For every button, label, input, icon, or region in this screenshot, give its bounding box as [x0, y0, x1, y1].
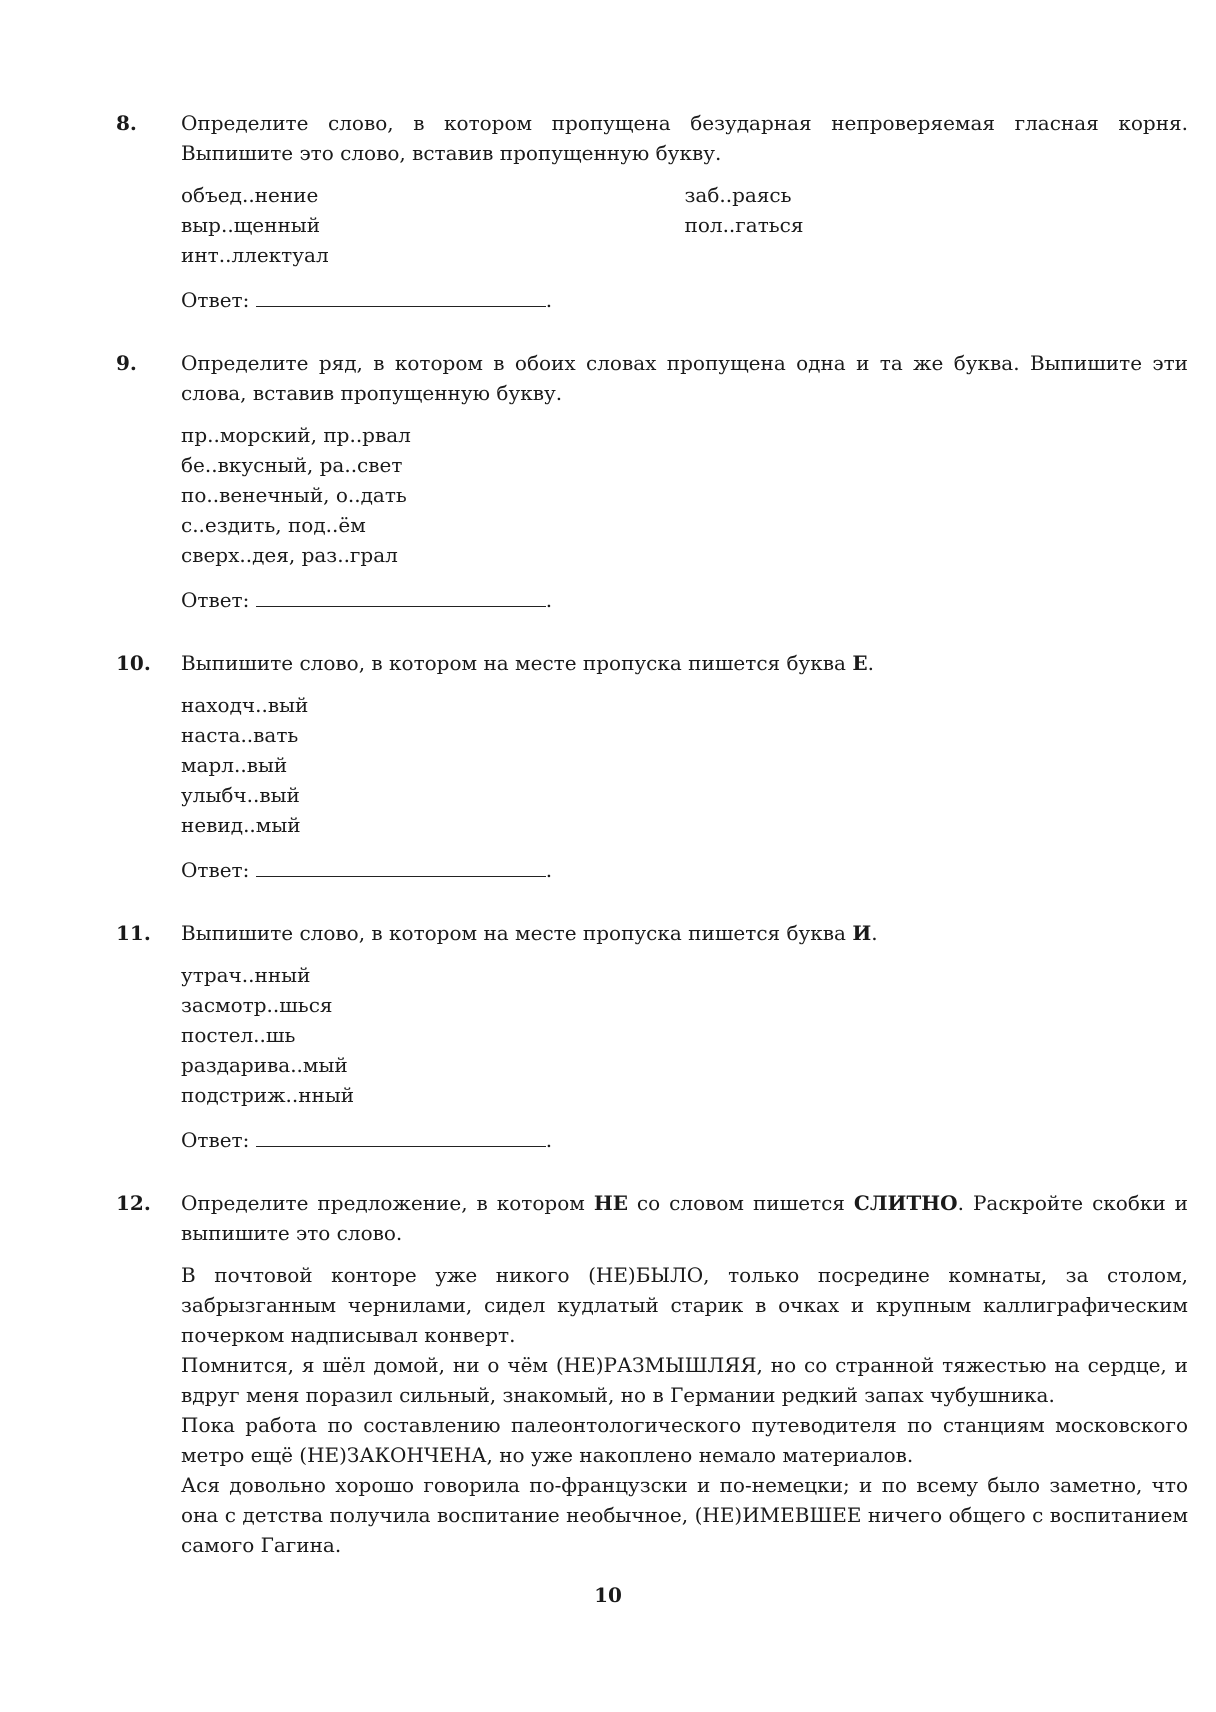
- answer-row: Ответ: .: [181, 1124, 1188, 1155]
- word-option: раздарива..мый: [181, 1053, 348, 1077]
- word-option: по..венечный, о..дать: [181, 483, 407, 507]
- sentence-option: Ася довольно хорошо говорила по-французски и по-немецки; и по всему было заметно, что она с детства получила воспитание необычное, (НЕ)ИМЕВШЕЕ ничего общего с воспитанием самого Гагина.: [181, 1473, 1188, 1557]
- word-option: пр..морский, пр..рвал: [181, 423, 411, 447]
- task-number: 12.: [116, 1191, 151, 1215]
- word-option: находч..вый: [181, 693, 309, 717]
- task-prompt: Определите слово, в котором пропущена безударная непроверяемая гласная корня. Выпишите это слово, вставив пропущенную букву.: [181, 111, 1188, 165]
- target-letter: Е: [852, 651, 868, 675]
- task-prompt: Выпишите слово, в котором на месте пропуска пишется буква Е.: [181, 651, 874, 675]
- task-12: [116, 1188, 1188, 1560]
- task-number: 10.: [116, 651, 151, 675]
- word-option: инт..ллектуал: [181, 243, 329, 267]
- task-number: 11.: [116, 921, 151, 945]
- task-prompt: Определите предложение, в котором НЕ со словом пишется СЛИТНО. Раскройте скобки и выпишите это слово.: [181, 1191, 1189, 1245]
- word-option: пол..гаться: [684, 213, 804, 237]
- word-option: засмотр..шься: [181, 993, 333, 1017]
- word-columns: [181, 180, 1188, 270]
- sentence-option: В почтовой конторе уже никого (НЕ)БЫЛО, только посредине комнаты, за столом, забрызганным чернилами, сидел кудлатый старик в очках и крупным каллиграфическим почерком надписывал конверт.: [181, 1263, 1188, 1347]
- word-option: заб..раясь: [684, 183, 792, 207]
- word-option: сверх..дея, раз..грал: [181, 543, 398, 567]
- word-list: [181, 960, 1188, 1110]
- sentence-list: [181, 1260, 1188, 1560]
- task-number: 8.: [116, 111, 137, 135]
- answer-label: Ответ:: [181, 588, 250, 612]
- task-number: 9.: [116, 351, 137, 375]
- word-option: выр..щенный: [181, 213, 321, 237]
- task-prompt: Определите ряд, в котором в обоих словах пропущена одна и та же буква. Выпишите эти слова, вставив пропущенную букву.: [181, 351, 1188, 405]
- target-letter: И: [852, 921, 872, 945]
- word-option: с..ездить, под..ём: [181, 513, 366, 537]
- sentence-option: Пока работа по составлению палеонтологического путеводителя по станциям московского метро ещё (НЕ)ЗАКОНЧЕНА, но уже накоплено немало материалов.: [181, 1413, 1188, 1467]
- answer-row: Ответ: .: [181, 854, 1188, 885]
- word-option: подстриж..нный: [181, 1083, 355, 1107]
- answer-label: Ответ:: [181, 858, 250, 882]
- sentence-option: Помнится, я шёл домой, ни о чём (НЕ)РАЗМЫШЛЯЯ, но со странной тяжестью на сердце, и вдруг меня поразил сильный, знакомый, но в Германии редкий запах чубушника.: [181, 1353, 1188, 1407]
- word-option: наста..вать: [181, 723, 299, 747]
- word-option: невид..мый: [181, 813, 301, 837]
- answer-label: Ответ:: [181, 1128, 250, 1152]
- task-prompt: Выпишите слово, в котором на месте пропуска пишется буква И.: [181, 921, 878, 945]
- answer-row: Ответ: .: [181, 584, 1188, 615]
- word-option: марл..вый: [181, 753, 288, 777]
- word-list: [181, 690, 1188, 840]
- task-11: [116, 918, 1188, 1155]
- answer-field[interactable]: [256, 284, 546, 307]
- answer-row: Ответ: .: [181, 284, 1188, 315]
- task-10: [116, 648, 1188, 885]
- word-option: объед..нение: [181, 183, 319, 207]
- word-option: постел..шь: [181, 1023, 296, 1047]
- task-9: [116, 348, 1188, 615]
- task-8: [116, 108, 1188, 315]
- word-option: утрач..нный: [181, 963, 311, 987]
- answer-label: Ответ:: [181, 288, 250, 312]
- answer-field[interactable]: [256, 1124, 546, 1147]
- answer-field[interactable]: [256, 854, 546, 877]
- word-option: улыбч..вый: [181, 783, 300, 807]
- answer-field[interactable]: [256, 584, 546, 607]
- word-list: [181, 420, 1188, 570]
- page-number: 10: [594, 1583, 622, 1607]
- word-option: бе..вкусный, ра..свет: [181, 453, 403, 477]
